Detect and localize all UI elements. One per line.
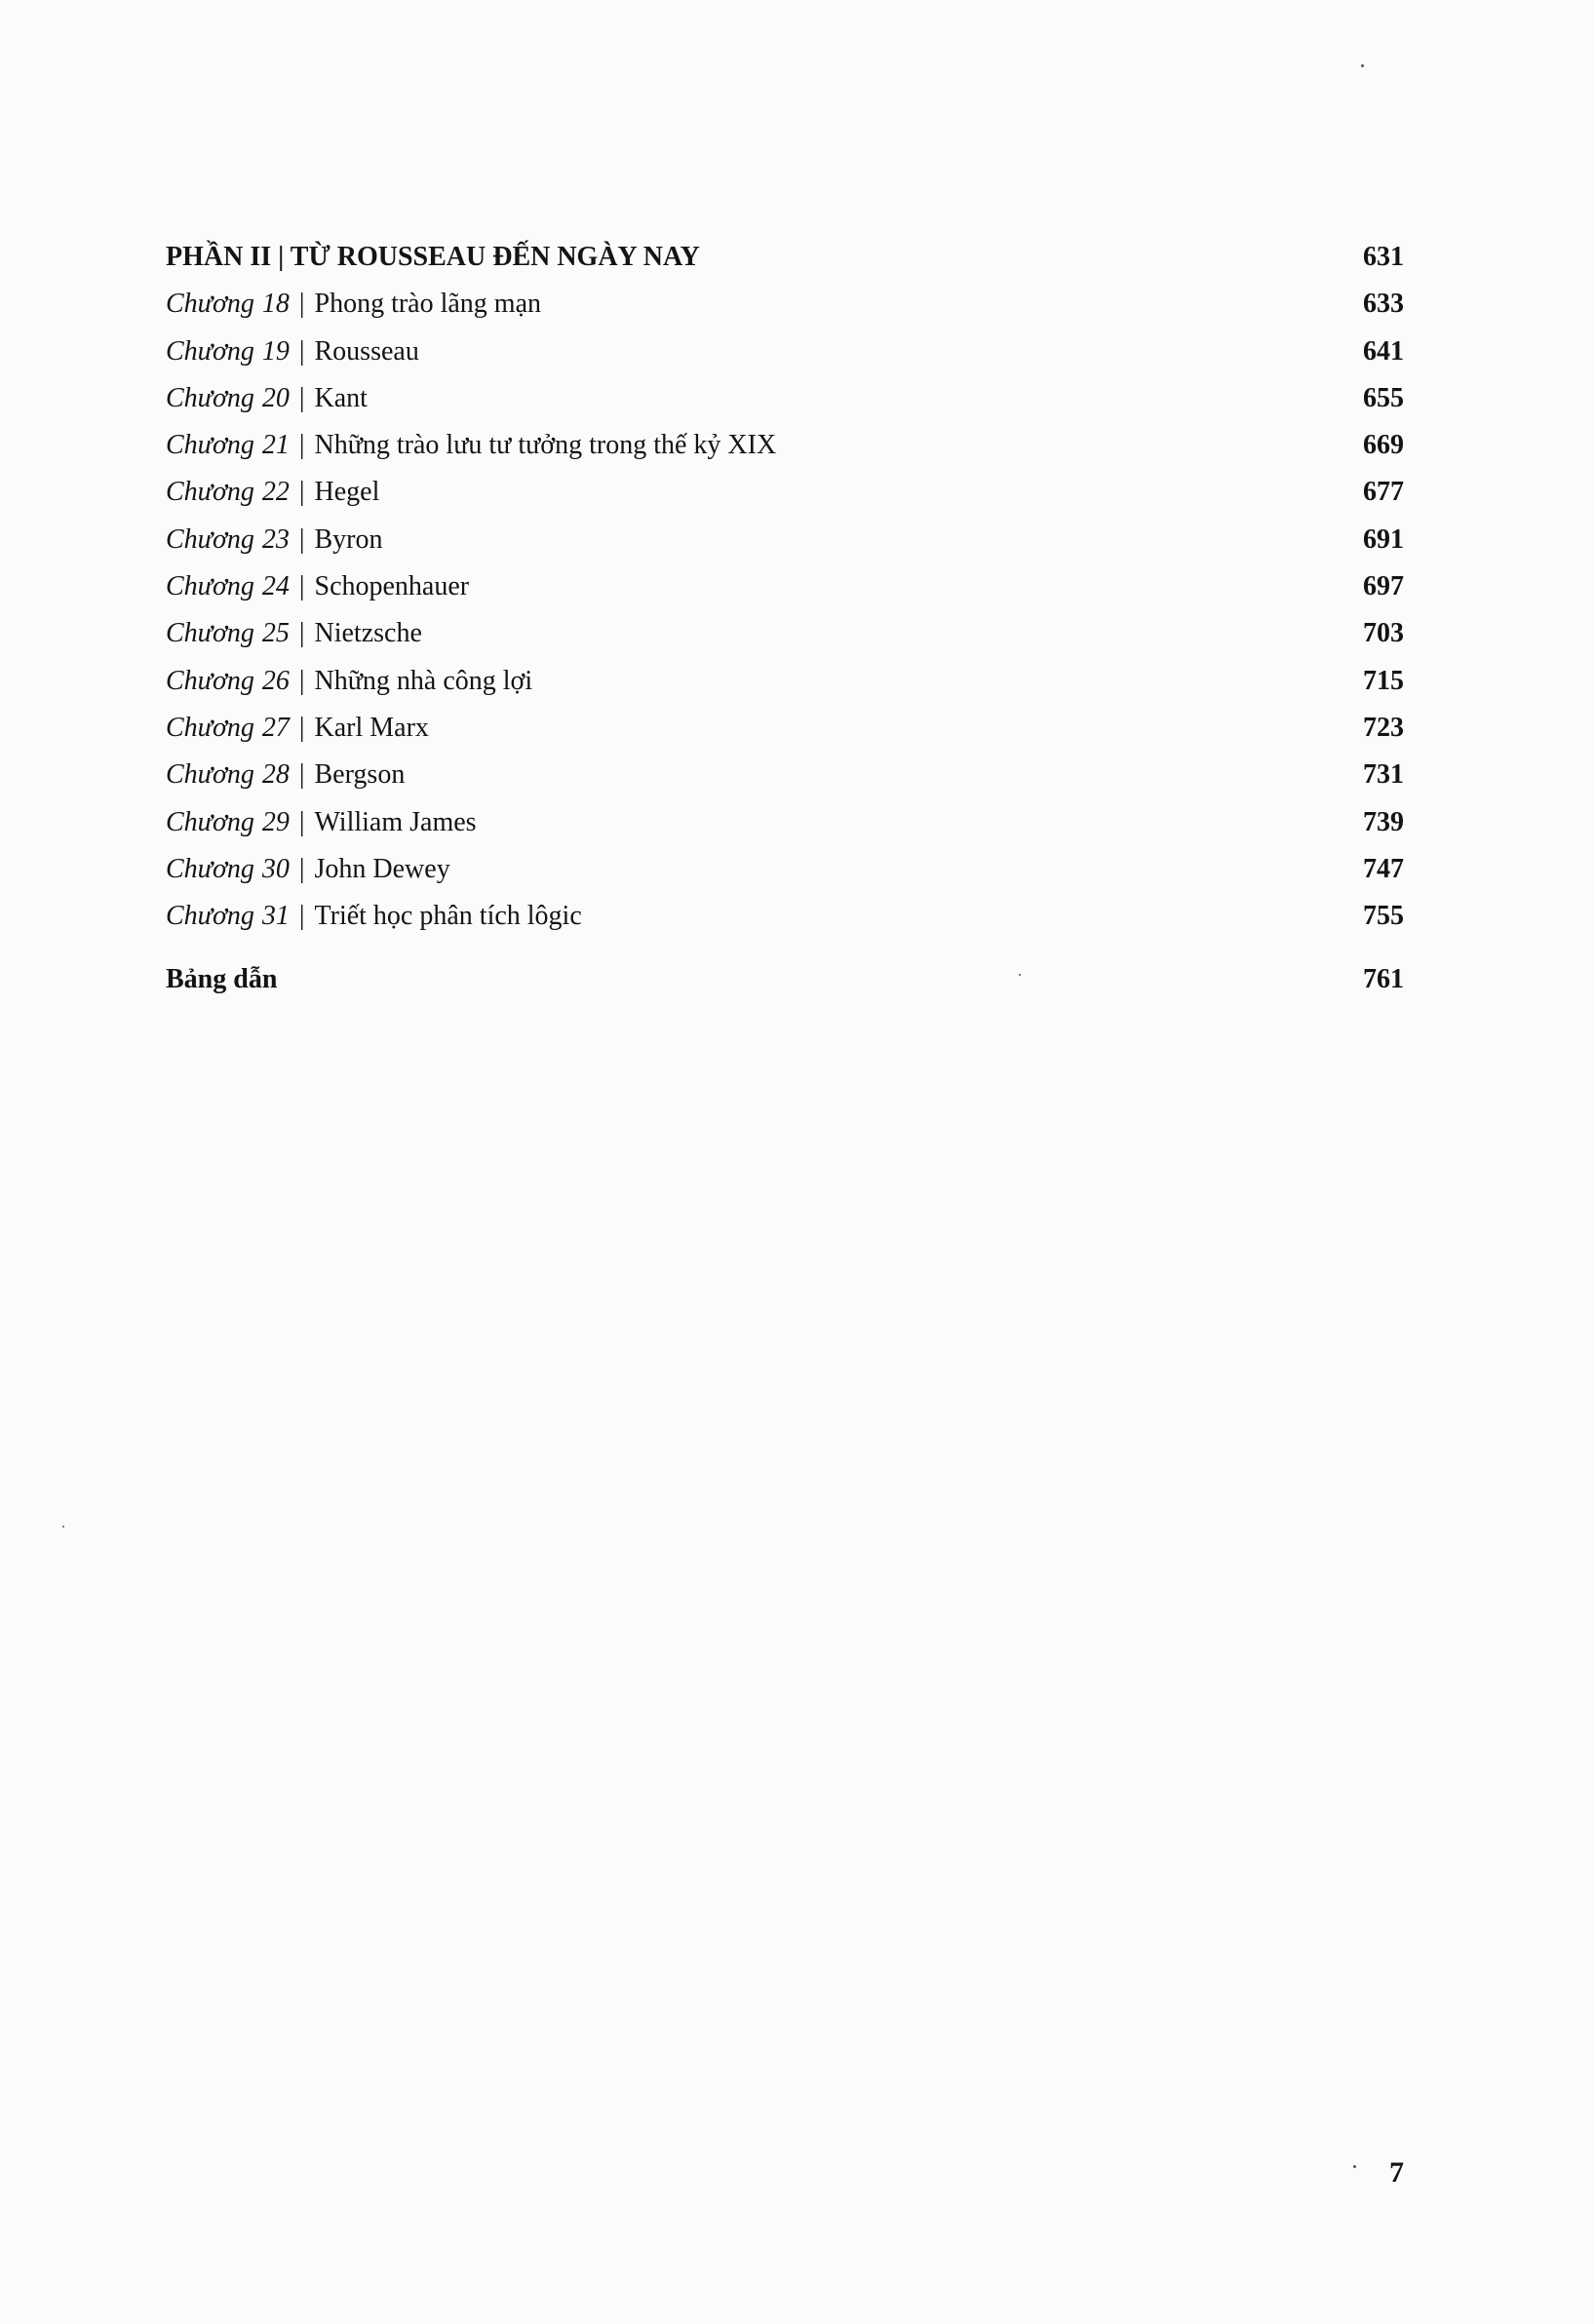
chapter-label: Chương [166,712,254,743]
toc-chapter-row [166,422,1404,469]
index-title: Bảng dẫn [166,964,278,995]
chapter-number: 24 [261,571,290,602]
chapter-label: Chương [166,853,254,884]
chapter-separator: | [298,853,305,884]
page-folio: 7 [1389,2156,1404,2188]
chapter-label: Chương [166,759,254,791]
paper-speck [62,1526,64,1528]
chapter-number: 20 [261,382,290,413]
chapter-page-number: 731 [1363,759,1404,791]
chapter-number: 26 [261,665,290,696]
toc-part-heading [166,234,1404,281]
chapter-label: Chương [166,571,254,602]
paper-speck [1019,974,1021,976]
chapter-entry [166,422,776,469]
toc-chapter-row [166,610,1404,657]
chapter-title: Phong trào lãng mạn [314,289,542,320]
chapter-number: 27 [261,712,290,743]
chapter-label: Chương [166,665,254,696]
toc-chapter-row [166,517,1404,563]
chapter-title: Byron [314,523,383,555]
chapter-label: Chương [166,523,254,555]
chapter-entry [166,658,532,705]
chapter-label: Chương [166,335,254,367]
chapter-title: Karl Marx [314,712,429,743]
chapter-number: 28 [261,759,290,791]
index-page-number: 761 [1363,964,1404,995]
chapter-label: Chương [166,618,254,649]
toc-chapter-row [166,658,1404,705]
chapter-page-number: 677 [1363,477,1404,508]
chapter-title: Triết học phân tích lôgic [314,901,582,932]
chapter-entry [166,563,469,610]
chapter-number: 18 [261,289,290,320]
chapter-entry [166,517,383,563]
chapter-title: Nietzsche [314,618,422,649]
toc-chapter-row [166,563,1404,610]
chapter-number: 29 [261,806,290,837]
chapter-separator: | [298,477,305,508]
chapter-label: Chương [166,430,254,461]
chapter-entry [166,281,541,328]
paper-speck [1353,2165,1356,2168]
table-of-contents [166,234,1404,1004]
chapter-number: 21 [261,430,290,461]
chapter-entry [166,705,429,752]
chapter-entry [166,799,477,846]
chapter-page-number: 633 [1363,289,1404,320]
chapter-title: Hegel [314,477,380,508]
chapter-separator: | [298,430,305,461]
toc-index-entry [166,956,1404,1003]
chapter-page-number: 739 [1363,806,1404,837]
chapter-label: Chương [166,806,254,837]
part-title: PHẦN II | TỪ ROUSSEAU ĐẾN NGÀY NAY [166,242,700,272]
chapter-title: Kant [314,382,368,413]
chapter-number: 31 [261,901,290,932]
chapter-number: 22 [261,477,290,508]
chapter-title: John Dewey [314,853,450,884]
chapter-page-number: 669 [1363,430,1404,461]
chapter-page-number: 703 [1363,618,1404,649]
chapter-title: Bergson [314,759,406,791]
chapter-separator: | [298,335,305,367]
chapter-title: Rousseau [314,335,419,367]
toc-chapter-row [166,752,1404,798]
toc-chapter-row [166,799,1404,846]
toc-chapter-row [166,469,1404,516]
chapter-separator: | [298,665,305,696]
chapter-page-number: 655 [1363,382,1404,413]
chapter-entry [166,610,422,657]
chapter-separator: | [298,289,305,320]
chapter-list [166,281,1404,940]
toc-chapter-row [166,281,1404,328]
chapter-separator: | [298,759,305,791]
chapter-separator: | [298,806,305,837]
toc-chapter-row [166,329,1404,375]
toc-chapter-row [166,893,1404,940]
chapter-entry [166,846,450,893]
chapter-separator: | [298,901,305,932]
chapter-number: 25 [261,618,290,649]
chapter-title: Schopenhauer [314,571,470,602]
chapter-entry [166,893,582,940]
toc-chapter-row [166,705,1404,752]
chapter-entry [166,375,368,422]
chapter-label: Chương [166,477,254,508]
chapter-title: Những trào lưu tư tưởng trong thế kỷ XIX [314,430,777,461]
chapter-label: Chương [166,901,254,932]
chapter-page-number: 755 [1363,901,1404,932]
chapter-label: Chương [166,382,254,413]
chapter-page-number: 747 [1363,853,1404,884]
chapter-entry [166,752,405,798]
chapter-entry [166,329,419,375]
chapter-separator: | [298,382,305,413]
chapter-page-number: 641 [1363,335,1404,367]
chapter-page-number: 715 [1363,665,1404,696]
chapter-separator: | [298,571,305,602]
toc-chapter-row [166,846,1404,893]
chapter-separator: | [298,712,305,743]
chapter-number: 23 [261,523,290,555]
paper-speck [1361,64,1364,67]
chapter-label: Chương [166,289,254,320]
chapter-title: William James [314,806,477,837]
chapter-number: 19 [261,335,290,367]
chapter-separator: | [298,523,305,555]
chapter-page-number: 691 [1363,523,1404,555]
part-page-number: 631 [1363,242,1404,272]
chapter-number: 30 [261,853,290,884]
chapter-page-number: 697 [1363,571,1404,602]
toc-chapter-row [166,375,1404,422]
chapter-title: Những nhà công lợi [314,665,533,696]
chapter-separator: | [298,618,305,649]
chapter-page-number: 723 [1363,712,1404,743]
chapter-entry [166,469,379,516]
